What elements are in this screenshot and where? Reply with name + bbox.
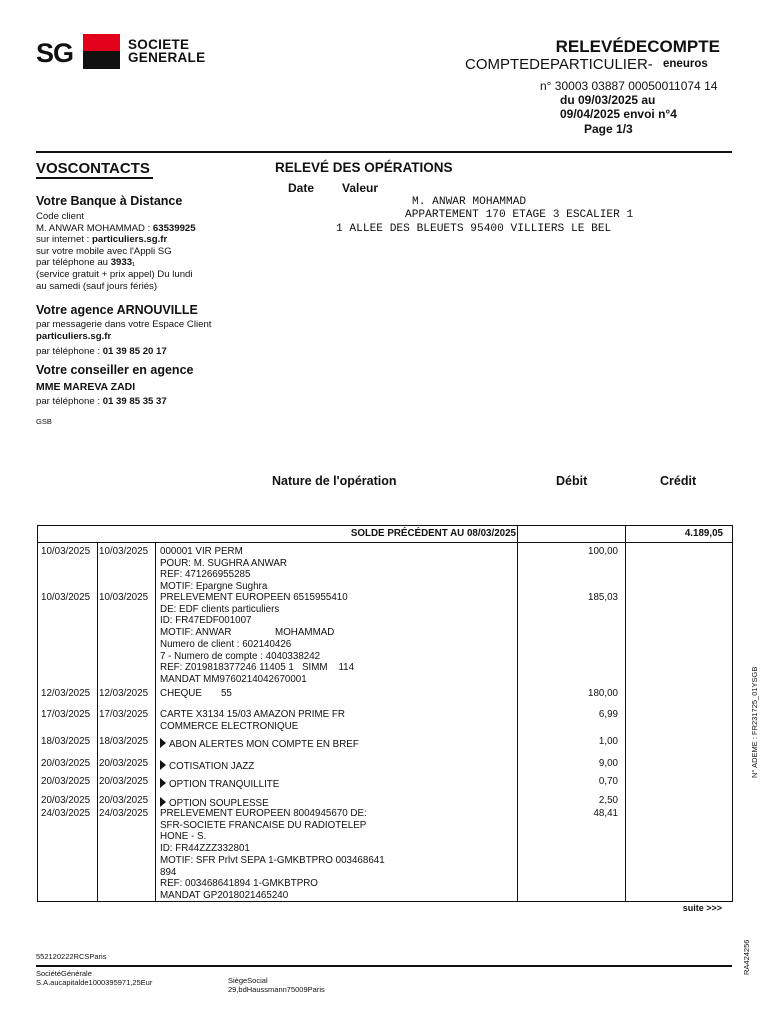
row-description-line bbox=[160, 721, 345, 733]
statement-title: RELEVÉDECOMPTE bbox=[555, 37, 720, 56]
logo-line2: GENERALE bbox=[128, 50, 206, 65]
row-description-line bbox=[160, 615, 354, 627]
header-divider bbox=[36, 151, 732, 153]
phone-number: 3933 bbox=[110, 257, 133, 269]
row-description-line bbox=[160, 688, 232, 700]
row-description-text: MOTIF: ANWAR MOHAMMAD bbox=[160, 627, 335, 639]
row-description-text: Numero de client : 602140426 bbox=[160, 638, 292, 650]
row-date: 10/03/2025 bbox=[41, 546, 91, 557]
row-description-text: ID: FR44ZZZ332801 bbox=[160, 843, 250, 855]
row-description-line bbox=[160, 843, 385, 855]
company-block bbox=[36, 970, 152, 987]
row-debit: 100,00 bbox=[588, 546, 618, 557]
advisor-title: Votre conseiller en agence bbox=[36, 363, 194, 377]
row-description-text: HONE - S. bbox=[160, 831, 207, 843]
agency-phone-line: par téléphone : 01 39 85 20 17 bbox=[36, 346, 167, 357]
row-description bbox=[160, 546, 287, 593]
logo-icon bbox=[83, 34, 120, 69]
row-description-line bbox=[160, 778, 279, 791]
row-description-text: DE: EDF clients particuliers bbox=[160, 603, 280, 615]
row-description-line bbox=[160, 546, 287, 558]
row-description-line bbox=[160, 808, 385, 820]
row-description-text: CARTE X3134 15/03 AMAZON PRIME FR bbox=[160, 709, 345, 720]
row-description-line bbox=[160, 855, 385, 867]
arrow-right-icon bbox=[160, 760, 166, 770]
col-divider-nature bbox=[517, 526, 518, 901]
mobile-line: sur votre mobile avec l'Appli SG bbox=[36, 245, 172, 257]
gsb-code: GSB bbox=[36, 417, 52, 426]
row-date: 17/03/2025 bbox=[41, 709, 91, 720]
agency-title: Votre agence ARNOUVILLE bbox=[36, 303, 198, 317]
agency-message-line: par messagerie dans votre Espace Client bbox=[36, 319, 212, 330]
bank-distance-title: Votre Banque à Distance bbox=[36, 194, 183, 208]
row-valeur: 24/03/2025 bbox=[99, 808, 149, 819]
row-description-text: 7 - Numero de compte : 4040338242 bbox=[160, 650, 321, 662]
valeur-header: Valeur bbox=[342, 181, 379, 195]
row-description-text: OPTION SOUPLESSE bbox=[169, 798, 269, 809]
contacts-underline bbox=[36, 177, 153, 179]
row-description bbox=[160, 778, 279, 791]
row-description-text: ID: FR47EDF001007 bbox=[160, 615, 252, 627]
period-to: 09/04/2025 envoi n°4 bbox=[560, 107, 677, 121]
debit-header: Débit bbox=[556, 474, 588, 488]
logo-line1: SOCIETE bbox=[128, 37, 190, 52]
balance-row-divider bbox=[38, 542, 732, 543]
row-description-text: OPTION TRANQUILLITE bbox=[169, 779, 280, 790]
row-description-text: COMMERCE ELECTRONIQUE bbox=[160, 720, 299, 732]
logo-sg: SG bbox=[36, 38, 74, 68]
continuation-marker: suite >>> bbox=[682, 903, 722, 913]
agency-site-link[interactable]: particuliers.sg.fr bbox=[36, 330, 112, 342]
statement-currency: eneuros bbox=[663, 58, 708, 70]
period-from: du 09/03/2025 au bbox=[560, 93, 656, 107]
row-date: 24/03/2025 bbox=[41, 808, 91, 819]
row-description-text: 000001 VIR PERM bbox=[160, 546, 243, 557]
row-valeur: 20/03/2025 bbox=[99, 758, 149, 769]
row-debit: 2,50 bbox=[598, 795, 618, 806]
row-debit: 1,00 bbox=[598, 736, 618, 747]
row-debit: 180,00 bbox=[588, 688, 618, 699]
row-description-text: REF: Z019818377246 11405 1 SIMM 114 bbox=[160, 662, 355, 674]
row-description-line bbox=[160, 639, 354, 651]
row-valeur: 10/03/2025 bbox=[99, 546, 149, 557]
internet-site-link[interactable]: particuliers.sg.fr bbox=[92, 234, 168, 246]
rcs-number: 552120222RCSParis bbox=[36, 952, 107, 961]
col-divider-debit bbox=[625, 526, 626, 901]
row-description-line bbox=[160, 831, 385, 843]
row-date: 20/03/2025 bbox=[41, 758, 91, 769]
service-line-1: (service gratuit + prix appel) Du lundi bbox=[36, 268, 193, 280]
phone-line: par téléphone au 3933₁ bbox=[36, 257, 136, 269]
row-date: 20/03/2025 bbox=[41, 795, 91, 806]
row-description-line bbox=[160, 738, 359, 751]
row-description-line bbox=[160, 674, 354, 686]
row-description-text: CHEQUE 55 bbox=[160, 688, 232, 699]
agency-block bbox=[36, 319, 211, 342]
side-code-ademe: N° ADEME : FR231725_01YSGB bbox=[750, 666, 759, 778]
row-valeur: 12/03/2025 bbox=[99, 688, 149, 699]
row-description-line bbox=[160, 604, 354, 616]
row-description-line bbox=[160, 662, 354, 674]
row-description-line bbox=[160, 760, 254, 773]
row-description-line bbox=[160, 878, 385, 890]
row-date: 18/03/2025 bbox=[41, 736, 91, 747]
row-debit: 0,70 bbox=[598, 776, 618, 787]
row-valeur: 18/03/2025 bbox=[99, 736, 149, 747]
balance-label: SOLDE PRÉCÉDENT AU 08/03/2025 bbox=[350, 528, 516, 539]
row-description-text: MOTIF: SFR Prlvt SEPA 1-GMKBTPRO 003468641 bbox=[160, 854, 385, 866]
row-debit: 9,00 bbox=[598, 758, 618, 769]
siege-block bbox=[228, 977, 325, 994]
row-debit: 185,03 bbox=[588, 592, 618, 603]
bank-distance-block bbox=[36, 211, 196, 292]
row-description bbox=[160, 592, 354, 686]
row-date: 12/03/2025 bbox=[41, 688, 91, 699]
row-description-line bbox=[160, 820, 385, 832]
row-date: 20/03/2025 bbox=[41, 776, 91, 787]
row-description-text: COTISATION JAZZ bbox=[169, 761, 255, 772]
contacts-title: VOSCONTACTS bbox=[36, 160, 150, 177]
company-name: SociétéGénérale bbox=[36, 969, 92, 978]
arrow-right-icon bbox=[160, 797, 166, 807]
row-description-line bbox=[160, 709, 345, 721]
client-code-line: M. ANWAR MOHAMMAD : 63539925 bbox=[36, 222, 196, 234]
row-description-line bbox=[160, 867, 385, 879]
operations-title: RELEVÉ DES OPÉRATIONS bbox=[275, 160, 453, 175]
row-description bbox=[160, 738, 359, 751]
balance-value: 4.189,05 bbox=[684, 528, 723, 539]
row-description-text: MANDAT GP2018021465240 bbox=[160, 889, 289, 901]
row-description-text: PRELEVEMENT EUROPEEN 6515955410 bbox=[160, 592, 348, 603]
address-line-1: M. ANWAR MOHAMMAD bbox=[412, 196, 527, 208]
service-line-2: au samedi (sauf jours fériés) bbox=[36, 280, 158, 292]
statement-subtitle: COMPTEDEPARTICULIER- bbox=[465, 56, 653, 73]
row-valeur: 20/03/2025 bbox=[99, 776, 149, 787]
account-number: n° 30003 03887 00050011074 14 bbox=[540, 79, 718, 93]
row-description-line bbox=[160, 592, 354, 604]
operations-table bbox=[37, 525, 733, 902]
address-line-3: 1 ALLEE DES BLEUETS 95400 VILLIERS LE BEL bbox=[336, 223, 612, 235]
row-description-text: REF: 471266955285 bbox=[160, 569, 251, 581]
row-debit: 6,99 bbox=[598, 709, 618, 720]
advisor-name: MME MAREVA ZADI bbox=[36, 381, 136, 393]
row-description-text: POUR: M. SUGHRA ANWAR bbox=[160, 557, 288, 569]
company-capital: S.A.aucapitalde1000395971,25Eur bbox=[36, 977, 153, 987]
row-description-text: PRELEVEMENT EUROPEEN 8004945670 DE: bbox=[160, 808, 367, 819]
credit-header: Crédit bbox=[660, 474, 697, 488]
footer-divider bbox=[36, 965, 732, 967]
logo-text bbox=[128, 38, 205, 64]
arrow-right-icon bbox=[160, 738, 166, 748]
row-valeur: 10/03/2025 bbox=[99, 592, 149, 603]
row-description bbox=[160, 709, 345, 732]
internet-line: sur internet : particuliers.sg.fr bbox=[36, 234, 168, 246]
client-code: 63539925 bbox=[152, 222, 196, 234]
row-description-line bbox=[160, 558, 287, 570]
row-valeur: 20/03/2025 bbox=[99, 795, 149, 806]
row-description-text: 894 bbox=[160, 866, 177, 878]
row-debit: 48,41 bbox=[593, 808, 618, 819]
row-description bbox=[160, 688, 232, 700]
col-divider-valeur bbox=[155, 543, 156, 901]
advisor-phone: 01 39 85 35 37 bbox=[102, 396, 167, 407]
address-line-2: APPARTEMENT 170 ETAGE 3 ESCALIER 1 bbox=[405, 209, 634, 221]
row-description-text: SFR-SOCIETE FRANCAISE DU RADIOTELEP bbox=[160, 819, 367, 831]
row-description-line bbox=[160, 890, 385, 902]
row-description-text: REF: 003468641894 1-GMKBTPRO bbox=[160, 878, 318, 890]
date-header: Date bbox=[288, 181, 315, 195]
agency-phone: 01 39 85 20 17 bbox=[102, 346, 167, 357]
row-description-text: ABON ALERTES MON COMPTE EN BREF bbox=[169, 739, 359, 750]
advisor-phone-line: par téléphone : 01 39 85 35 37 bbox=[36, 396, 167, 407]
row-description-line bbox=[160, 651, 354, 663]
nature-header: Nature de l'opération bbox=[272, 474, 397, 488]
row-description bbox=[160, 760, 254, 773]
siege-label: SiègeSocial bbox=[228, 976, 268, 985]
row-date: 10/03/2025 bbox=[41, 592, 91, 603]
page-number: Page 1/3 bbox=[584, 122, 633, 136]
col-divider-date bbox=[97, 543, 98, 901]
siege-address: 29,bdHaussmann75009Paris bbox=[228, 984, 325, 994]
code-client-label: Code client bbox=[36, 211, 84, 222]
row-description bbox=[160, 808, 385, 902]
arrow-right-icon bbox=[160, 778, 166, 788]
row-description-line bbox=[160, 569, 287, 581]
side-code-ra: RA424256 bbox=[742, 939, 751, 975]
row-description-text: MANDAT MM9760214042670001 bbox=[160, 673, 307, 685]
row-valeur: 17/03/2025 bbox=[99, 709, 149, 720]
row-description-text: MOTIF: Epargne Sughra bbox=[160, 581, 268, 593]
row-description-line bbox=[160, 627, 354, 639]
